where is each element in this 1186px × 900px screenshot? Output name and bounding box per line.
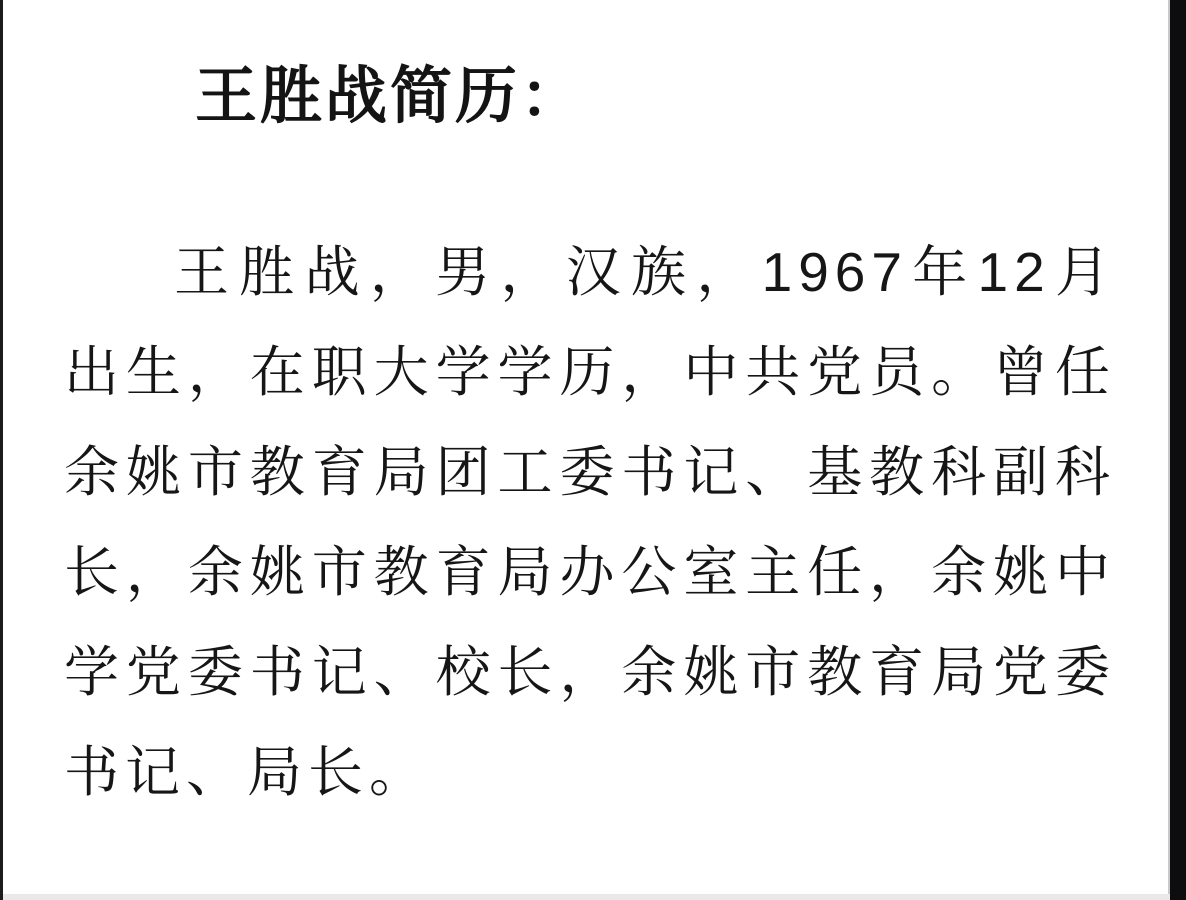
biography-paragraph: 王胜战，男，汉族，1967年12月出生，在职大学学历，中共党员。曾任余姚市教育局团工委书记、基教科副科长，余姚市教育局办公室主任，余姚中学党委书记、校长，余姚市教育局党委书记、局长。: [64, 241, 1116, 803]
bottom-edge-strip: [3, 894, 1170, 900]
right-edge-bar: [1168, 0, 1186, 900]
left-edge-bar: [0, 0, 3, 900]
document-title: 王胜战简历：: [195, 62, 586, 131]
